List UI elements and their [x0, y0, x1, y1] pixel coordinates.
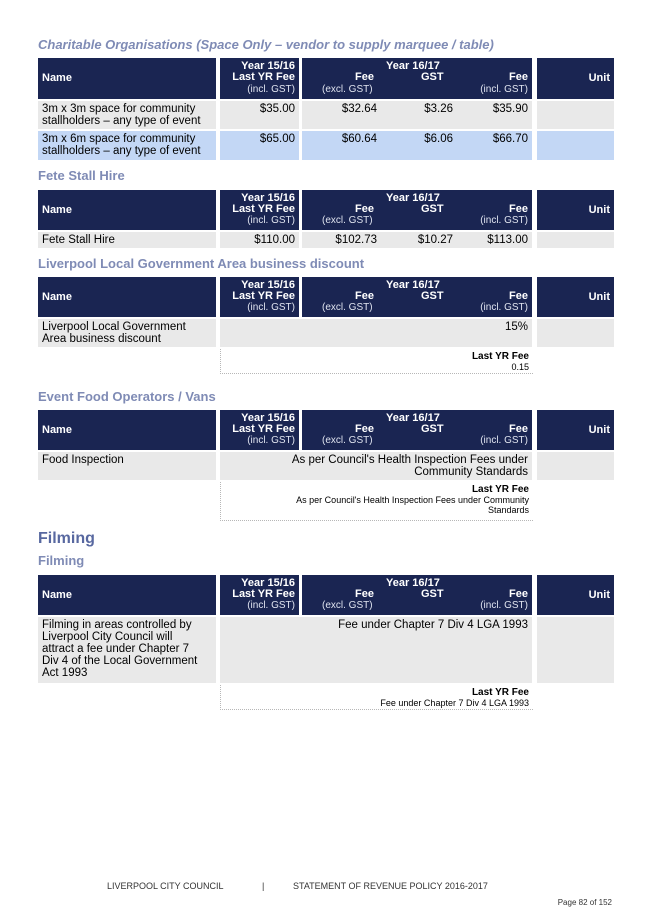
header-fee: Fee	[355, 203, 374, 215]
row-last-cell	[220, 101, 299, 129]
header-last-yr-fee: Last YR Fee	[232, 290, 295, 302]
header-name: Name	[42, 424, 72, 436]
header-fee-incl: Fee	[509, 588, 528, 600]
header-year2-cell	[302, 277, 532, 317]
row-name-line2: stallholders – any type of event	[42, 115, 201, 127]
row-fee-cell	[220, 319, 532, 347]
header-year1: Year 15/16	[241, 577, 295, 589]
footer-separator: |	[262, 881, 265, 891]
row-fee: $102.73	[335, 234, 377, 246]
header-gst: GST	[421, 71, 444, 83]
row-name-line1: Filming in areas controlled by	[42, 619, 192, 631]
header-year2: Year 16/17	[386, 192, 440, 204]
row-fee-cell	[302, 101, 532, 129]
header-excl-gst: (excl. GST)	[322, 435, 373, 446]
row-name-line2: stallholders – any type of event	[42, 145, 201, 157]
row-last-cell	[220, 232, 299, 248]
header-name-cell	[38, 277, 216, 317]
row-fee-cell	[220, 617, 532, 683]
header-unit-cell	[537, 575, 614, 615]
header-year2-cell	[302, 575, 532, 615]
header-year2: Year 16/17	[386, 60, 440, 72]
header-incl-gst-2: (incl. GST)	[480, 600, 528, 611]
header-year2-cell	[302, 190, 532, 230]
row-fee-incl: $113.00	[487, 234, 528, 246]
header-name: Name	[42, 204, 72, 216]
footer-org: LIVERPOOL CITY COUNCIL	[107, 881, 224, 891]
row-name-cell	[38, 319, 216, 347]
header-unit-cell	[537, 190, 614, 230]
header-name-cell	[38, 58, 216, 99]
row-name-line2: Area business discount	[42, 333, 161, 345]
header-incl-gst-2: (incl. GST)	[480, 435, 528, 446]
row-fee: $32.64	[341, 103, 377, 115]
row-name-cell	[38, 101, 216, 129]
header-excl-gst: (excl. GST)	[322, 215, 373, 226]
section-title-food: Event Food Operators / Vans	[38, 389, 216, 404]
header-fee-incl: Fee	[509, 203, 528, 215]
last-yr-fee-note	[220, 482, 533, 521]
header-fee: Fee	[355, 423, 374, 435]
header-name-cell	[38, 190, 216, 230]
header-incl-gst-2: (incl. GST)	[480, 215, 528, 226]
row-name-cell	[38, 452, 216, 480]
row-unit-cell	[537, 131, 614, 160]
header-fee: Fee	[355, 290, 374, 302]
header-year2-cell	[302, 410, 532, 450]
header-lastyr-cell	[220, 58, 299, 99]
row-gst: $10.27	[417, 234, 453, 246]
header-fee-incl: Fee	[509, 423, 528, 435]
header-incl-gst: (incl. GST)	[247, 215, 295, 226]
header-fee: Fee	[355, 71, 374, 83]
header-fee: Fee	[355, 588, 374, 600]
row-unit-cell	[537, 232, 614, 248]
header-year2: Year 16/17	[386, 577, 440, 589]
row-name: Food Inspection	[42, 454, 124, 466]
section-title-filming: Filming	[38, 553, 85, 568]
header-gst: GST	[421, 588, 444, 600]
header-last-yr-fee: Last YR Fee	[232, 423, 295, 435]
header-year1: Year 15/16	[241, 412, 295, 424]
row-name-cell	[38, 617, 216, 683]
header-unit: Unit	[588, 291, 610, 303]
header-unit-cell	[537, 58, 614, 99]
header-unit: Unit	[588, 589, 610, 601]
row-name-cell	[38, 131, 216, 160]
row-name-line1: Liverpool Local Government	[42, 321, 186, 333]
row-fee-incl: $66.70	[492, 133, 528, 145]
last-yr-fee-note	[220, 349, 533, 374]
row-name-line5: Act 1993	[42, 667, 88, 679]
header-year2: Year 16/17	[386, 412, 440, 424]
header-excl-gst: (excl. GST)	[322, 302, 373, 313]
row-last-fee: $110.00	[254, 234, 295, 246]
row-name-line4: Div 4 of the Local Government	[42, 655, 198, 667]
header-year1: Year 15/16	[241, 192, 295, 204]
header-gst: GST	[421, 290, 444, 302]
section-title-liverpool: Liverpool Local Government Area business discount	[38, 256, 365, 271]
header-lastyr-cell	[220, 277, 299, 317]
row-fee-line2: Community Standards	[414, 466, 528, 478]
header-last-yr-fee: Last YR Fee	[232, 203, 295, 215]
row-fee-cell	[302, 131, 532, 160]
header-last-yr-fee: Last YR Fee	[232, 71, 295, 83]
header-year1: Year 15/16	[241, 60, 295, 72]
header-unit-cell	[537, 277, 614, 317]
note-value: Fee under Chapter 7 Div 4 LGA 1993	[380, 698, 529, 708]
header-name-cell	[38, 575, 216, 615]
header-incl-gst: (incl. GST)	[247, 435, 295, 446]
heading-filming: Filming	[38, 530, 95, 547]
footer-page-number: Page 82 of 152	[557, 898, 612, 907]
row-fee: Fee under Chapter 7 Div 4 LGA 1993	[338, 619, 528, 631]
header-unit: Unit	[588, 72, 610, 84]
row-gst: $3.26	[424, 103, 453, 115]
header-incl-gst-2: (incl. GST)	[480, 302, 528, 313]
note-label: Last YR Fee	[471, 687, 529, 698]
header-year1: Year 15/16	[241, 279, 295, 291]
header-year2-cell	[302, 58, 532, 99]
header-excl-gst: (excl. GST)	[322, 84, 373, 95]
last-yr-fee-note	[220, 685, 533, 710]
row-fee: $60.64	[341, 133, 377, 145]
header-lastyr-cell	[220, 410, 299, 450]
note-value-line1: As per Council's Health Inspection Fees under Community	[296, 495, 529, 505]
header-excl-gst: (excl. GST)	[322, 600, 373, 611]
row-fee-cell	[220, 452, 532, 480]
header-unit-cell	[537, 410, 614, 450]
header-name: Name	[42, 72, 72, 84]
row-unit-cell	[537, 452, 614, 480]
row-fee-incl: 15%	[504, 321, 528, 333]
row-fee-cell	[302, 232, 532, 248]
row-name-line1: 3m x 3m space for community	[42, 103, 196, 115]
row-name-line2: Liverpool City Council will	[42, 631, 173, 643]
row-name: Fete Stall Hire	[42, 234, 115, 246]
header-fee-incl: Fee	[509, 71, 528, 83]
row-unit-cell	[537, 319, 614, 347]
header-unit: Unit	[588, 204, 610, 216]
header-last-yr-fee: Last YR Fee	[232, 588, 295, 600]
row-fee-line1: As per Council's Health Inspection Fees under	[291, 454, 528, 466]
row-unit-cell	[537, 101, 614, 129]
header-lastyr-cell	[220, 575, 299, 615]
row-last-fee: $65.00	[259, 133, 295, 145]
section-title-fete: Fete Stall Hire	[38, 168, 125, 183]
row-last-fee: $35.00	[259, 103, 295, 115]
row-gst: $6.06	[424, 133, 453, 145]
header-name: Name	[42, 291, 72, 303]
row-fee-incl: $35.90	[492, 103, 528, 115]
header-incl-gst-2: (incl. GST)	[480, 84, 528, 95]
header-gst: GST	[421, 423, 444, 435]
header-unit: Unit	[588, 424, 610, 436]
header-incl-gst: (incl. GST)	[247, 84, 295, 95]
row-unit-cell	[537, 617, 614, 683]
header-gst: GST	[421, 203, 444, 215]
header-incl-gst: (incl. GST)	[247, 302, 295, 313]
header-incl-gst: (incl. GST)	[247, 600, 295, 611]
footer-doc-title: STATEMENT OF REVENUE POLICY 2016-2017	[293, 881, 488, 891]
section-title-charitable: Charitable Organisations (Space Only – vendor to supply marquee / table)	[38, 37, 494, 52]
note-value-line2: Standards	[487, 505, 529, 515]
row-last-cell	[220, 131, 299, 160]
row-name-cell	[38, 232, 216, 248]
header-fee-incl: Fee	[509, 290, 528, 302]
row-name-line1: 3m x 6m space for community	[42, 133, 196, 145]
header-name-cell	[38, 410, 216, 450]
header-lastyr-cell	[220, 190, 299, 230]
header-name: Name	[42, 589, 72, 601]
row-name-line3: attract a fee under Chapter 7	[42, 643, 190, 655]
note-value: 0.15	[511, 362, 529, 372]
note-label: Last YR Fee	[471, 351, 529, 362]
header-year2: Year 16/17	[386, 279, 440, 291]
note-label: Last YR Fee	[471, 484, 529, 495]
